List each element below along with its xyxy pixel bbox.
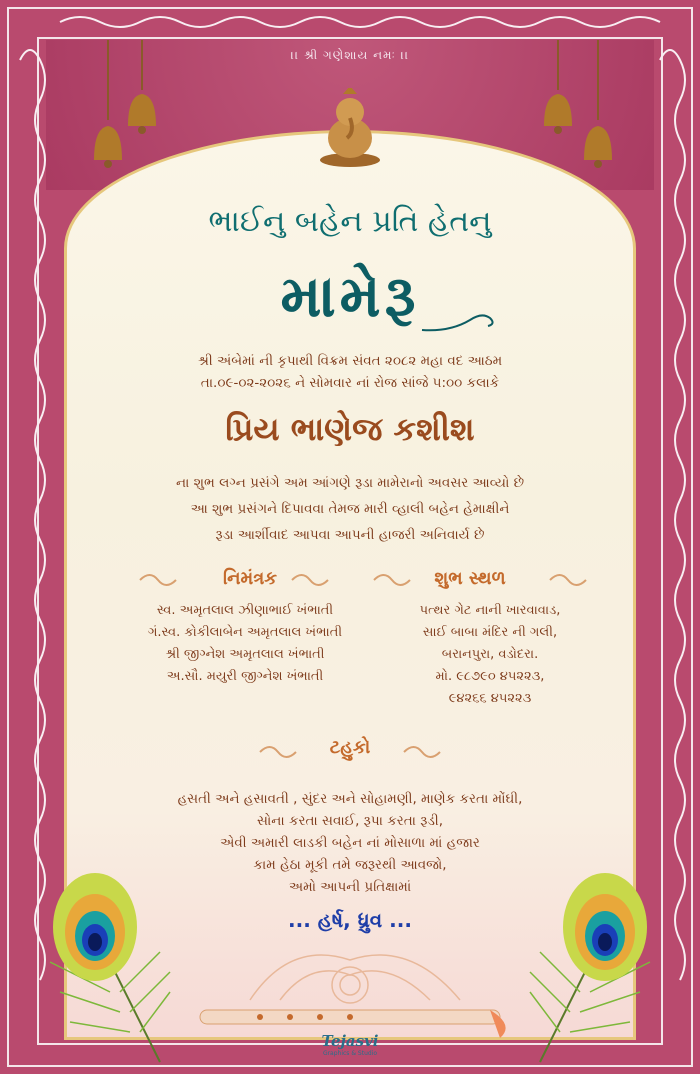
ganesh-icon — [315, 88, 385, 168]
peacock-feather-icon — [520, 862, 690, 1067]
inviters-heading: નિમંત્રક — [223, 568, 277, 589]
poem-line: કામ હેઠા મૂકી તમે જરૂરથી આવજો, — [253, 857, 447, 873]
shloka-text: ।। શ્રી ગણેશાય નમઃ ।। — [290, 48, 410, 62]
venue-line: સાઈ બાબા મંદિર ની ગલી, — [422, 625, 558, 640]
venue-phone: મો. ૯૮૭૯૦ ૪૫૨૨૩, — [435, 669, 545, 684]
intro-text — [0, 350, 700, 394]
peacock-feather-icon — [10, 862, 180, 1067]
inviter-name: શ્રી જીગ્નેશ અમૃતલાલ ખંભાતી — [165, 647, 325, 662]
tahuko-heading: ટહુકો — [329, 737, 371, 758]
inviter-name: ગં.સ્વ. કોકીલાબેન અમૃતલાલ ખંભાતી — [147, 625, 343, 640]
message-line: આ શુભ પ્રસંગને દિપાવવા તેમજ મારી વ્હાલી બહેન હેમાક્ષીને — [190, 501, 510, 517]
brand-logo — [312, 1032, 388, 1057]
venue-phone: ૯૪૨૬૬ ૪૫૨૨૩ — [448, 691, 532, 706]
flute-icon — [190, 940, 520, 1040]
groom-name: પ્રિય ભાણેજ કશીશ — [225, 410, 475, 448]
inviter-name: અ.સૌ. મયુરી જીગ્નેશ ખંભાતી — [166, 669, 324, 684]
venue-address — [370, 600, 610, 710]
flourish-icon — [420, 310, 500, 336]
intro-line: તા.૦૯-૦૨-૨૦૨૬ ને સોમવાર નાં રોજ સાંજે ૫:૦૦ કલાકે — [200, 375, 500, 391]
venue-heading: શુભ સ્થળ — [434, 568, 506, 589]
poem-line: એવી અમારી લાડકી બહેન નાં મોસાળા માં હજાર — [220, 835, 480, 851]
intro-line: શ્રી અંબેમાં ની કૃપાથી વિક્રમ સંવત ૨૦૮૨ મહા વદ આઠમ — [197, 353, 503, 369]
poem-line: હસતી અને હસાવતી , સુંદર અને સોહામણી, માણેક કરતા મોંઘી, — [177, 791, 523, 807]
poem-line: સોના કરતા સવાઈ, રૂપા કરતા રૂડી, — [256, 813, 444, 829]
message-text — [0, 470, 700, 548]
poem-line: અમો આપની પ્રતિક્ષામાં — [288, 879, 412, 895]
logo-text: Tejasvi — [321, 1032, 379, 1050]
message-line: રૂડા આર્શીવાદ આપવા આપની હાજરી અનિવાર્ય છે — [215, 527, 485, 543]
main-title: મામેરૂ — [280, 262, 420, 330]
inviter-name: સ્વ. અમૃતલાલ ઝીણાભાઈ ખંભાતી — [156, 603, 334, 618]
message-line: ના શુભ લગ્ન પ્રસંગે અમ આંગણે રૂડા મામેરાનો અવસર આવ્યો છે — [175, 475, 525, 491]
signature: ... હર્ષ, ધ્રુવ ... — [288, 908, 412, 932]
logo-subtext: Graphics & Studio — [322, 1050, 378, 1057]
title-line: ભાઈનુ બહેન પ્રતિ હેતનુ — [208, 204, 492, 239]
venue-line: બરાનપુરા, વડોદરા. — [441, 647, 539, 662]
venue-line: પત્થર ગેટ નાની ખારવાવાડ, — [419, 603, 561, 618]
inviters-list — [110, 600, 380, 688]
